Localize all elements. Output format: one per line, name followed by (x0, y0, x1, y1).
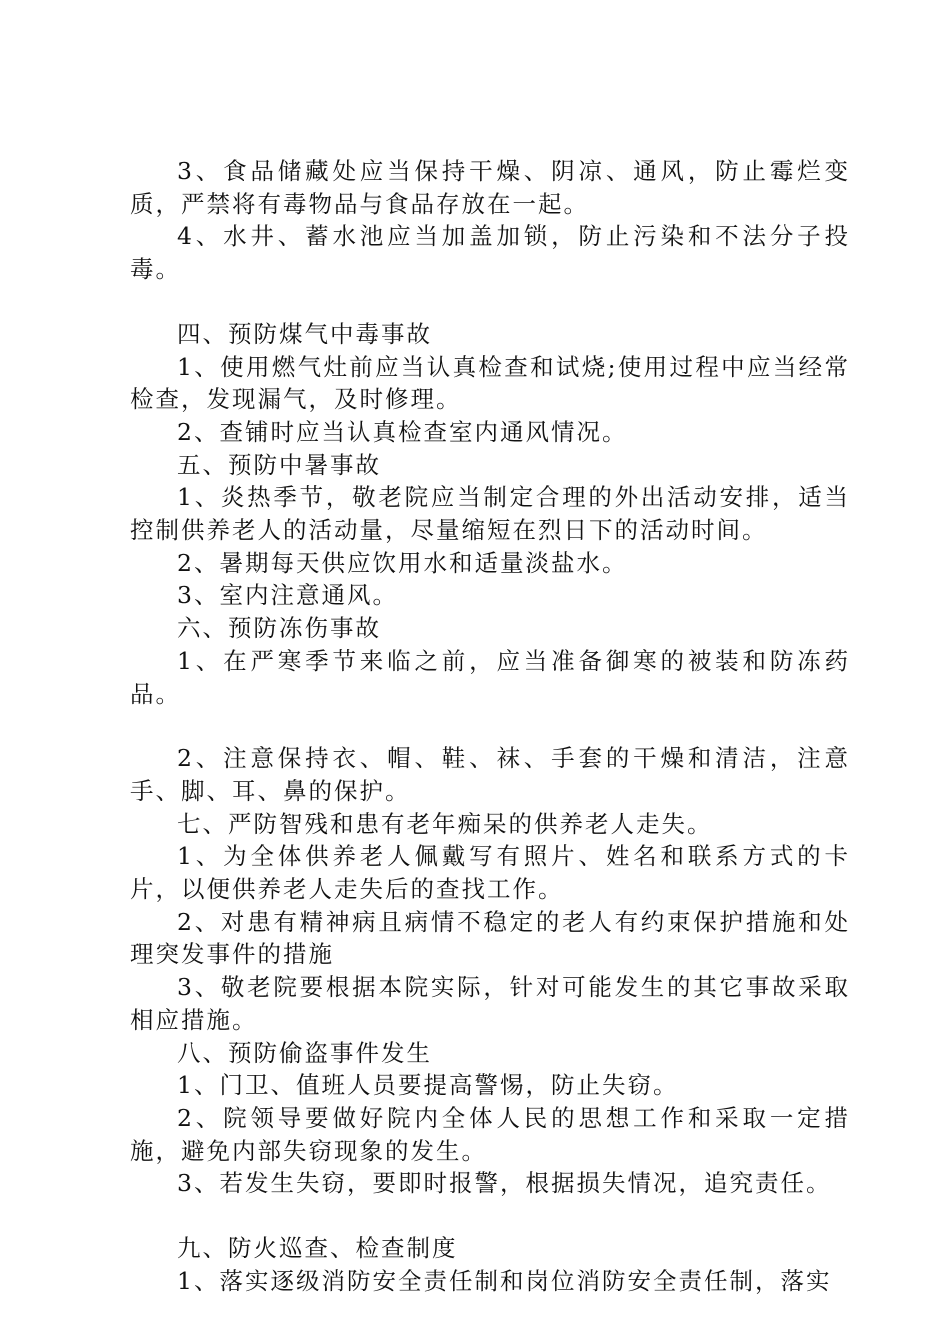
section-heading-theft: 八、预防偷盗事件发生 (177, 1038, 432, 1067)
section-heading-fire-patrol: 九、防火巡查、检查制度 (177, 1234, 458, 1263)
paragraph-gap (130, 1200, 850, 1232)
paragraph-wells: 4、水井、蓄水池应当加盖加锁，防止污染和不法分子投毒。 (130, 222, 850, 284)
paragraph-id-cards: 1、为全体供养老人佩戴写有照片、姓名和联系方式的卡片，以便供养老人走失后的查找工作。 (130, 842, 850, 904)
paragraph-food-storage: 3、食品储藏处应当保持干燥、阴凉、通风，防止霉烂变质，严禁将有毒物品与食品存放在一起。 (130, 157, 850, 218)
paragraph-gap (130, 286, 850, 318)
section-heading-wandering: 七、严防智残和患有老年痴呆的供养老人走失。 (177, 809, 713, 838)
paragraph-keep-dry: 2、注意保持衣、帽、鞋、袜、手套的干燥和清洁，注意手、脚、耳、鼻的保护。 (130, 744, 850, 805)
section-heading-frostbite: 六、预防冻伤事故 (177, 614, 381, 643)
section-heading-heatstroke: 五、预防中暑事故 (177, 450, 381, 479)
document-body (130, 155, 850, 1298)
paragraph-other-accidents: 3、敬老院要根据本院实际，针对可能发生的其它事故采取相应措施。 (130, 973, 850, 1034)
paragraph-drinking-water: 2、暑期每天供应饮用水和适量淡盐水。 (177, 548, 628, 577)
paragraph-gap (130, 710, 850, 742)
paragraph-indoor-ventilation: 3、室内注意通风。 (177, 581, 398, 610)
paragraph-mental-illness: 2、对患有精神病且病情不稳定的老人有约束保护措施和处理突发事件的措施 (130, 907, 850, 969)
paragraph-leadership: 2、院领导要做好院内全体人民的思想工作和采取一定措施，避免内部失窃现象的发生。 (130, 1103, 850, 1165)
paragraph-cold-season: 1、在严寒季节来临之前，应当准备御寒的被装和防冻药品。 (130, 646, 850, 708)
paragraph-ventilation-check: 2、查铺时应当认真检查室内通风情况。 (177, 417, 628, 446)
paragraph-guards: 1、门卫、值班人员要提高警惕，防止失窃。 (177, 1071, 679, 1100)
paragraph-gas-stove: 1、使用燃气灶前应当认真检查和试烧;使用过程中应当经常检查，发现漏气，及时修理。 (130, 352, 850, 414)
section-heading-gas-poisoning: 四、预防煤气中毒事故 (177, 319, 432, 348)
paragraph-report-theft: 3、若发生失窃，要即时报警，根据损失情况，追究责任。 (177, 1169, 832, 1198)
paragraph-hot-season: 1、炎热季节，敬老院应当制定合理的外出活动安排，适当控制供养老人的活动量，尽量缩短在烈日下的活动时间。 (130, 483, 850, 545)
paragraph-fire-responsibility: 1、落实逐级消防安全责任制和岗位消防安全责任制，落实 (177, 1266, 832, 1295)
